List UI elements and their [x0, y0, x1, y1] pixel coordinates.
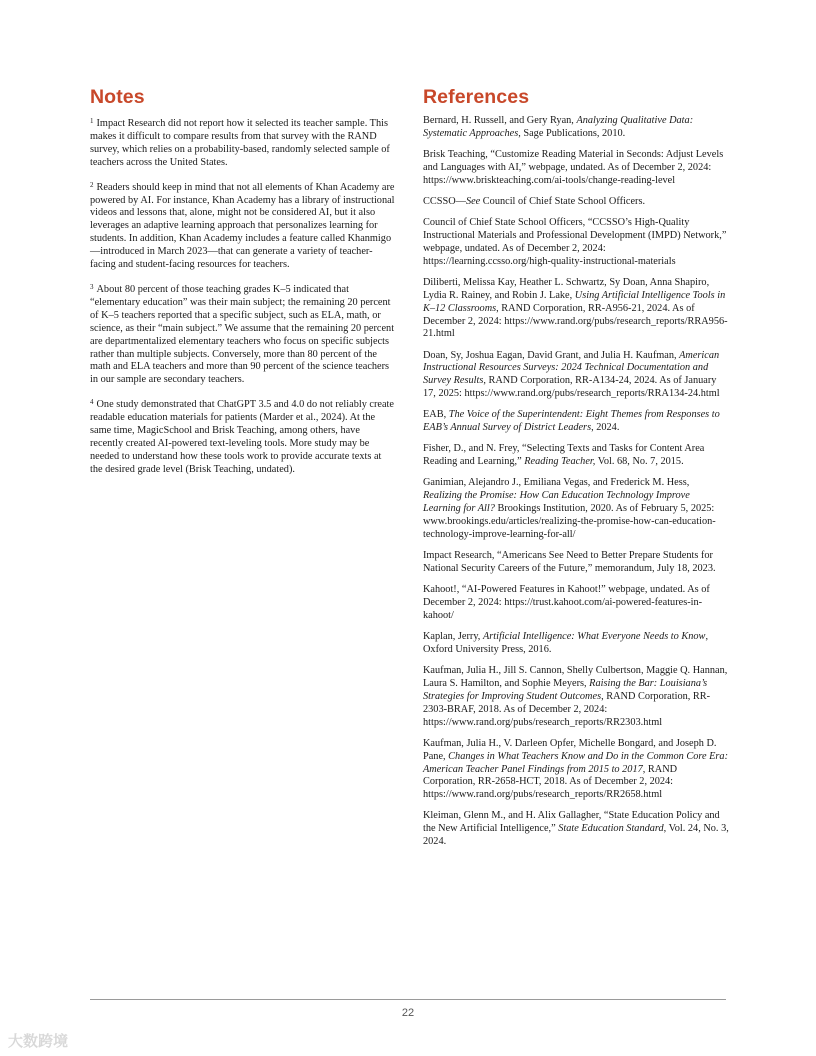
reference-title: American Instructional Resources Surveys: 2024 Technical Documentation and Survey Results [423, 349, 720, 387]
reference-text: Diliberti, Melissa Kay, Heather L. Schwartz, Sy Doan, Anna Shapiro, Lydia R. Rainey, and Robin J. Lake, [423, 276, 710, 301]
reference-item [423, 738, 729, 803]
reference-item [423, 810, 729, 849]
reference-text: , Vol. 24, No. 3, 2024. [423, 823, 729, 848]
note-item [90, 115, 395, 170]
reference-text: Kaufman, Julia H., Jill S. Cannon, Shelly Culbertson, Maggie Q. Hannan, Laura S. Hamilton, and Sophie Meyers, [423, 664, 728, 689]
reference-item [423, 196, 729, 209]
note-number: 1 [90, 117, 94, 125]
reference-title: Artificial Intelligence: What Everyone Needs to Know [482, 630, 706, 642]
reference-item [423, 477, 729, 542]
reference-title: The Voice of the Superintendent: Eight Themes from Responses to EAB’s Annual Survey of District Leaders [423, 409, 720, 434]
reference-item [423, 277, 729, 342]
reference-item [423, 550, 729, 576]
reference-text: Ganimian, Alejandro J., Emiliana Vegas, and Frederick M. Hess, [423, 477, 690, 489]
notes-column [90, 86, 395, 486]
reference-text: Kaufman, Julia H., V. Darleen Opfer, Michelle Bongard, and Joseph D. Pane, [423, 737, 717, 762]
watermark-logo: 大数跨境 [8, 1032, 69, 1050]
note-text: One study demonstrated that ChatGPT 3.5 and 4.0 do not reliably create readable education materials for patients (Marder et al., 2024). At the same time, MagicSchool and Brisk Teaching, among others, have recently created AI-powered text-leveling tools. More study may be needed to understand how these tools work to provide accurate texts at the desired grade level (Brisk Teaching, undated). [90, 399, 394, 475]
note-number: 4 [90, 398, 94, 407]
page-number: 22 [401, 1007, 415, 1019]
footer-divider [90, 999, 726, 1000]
reference-item [423, 665, 729, 730]
reference-text: Bernard, H. Russell, and Gery Ryan, [423, 115, 577, 126]
notes-heading: Notes [90, 86, 145, 108]
reference-text: Kleiman, Glenn M., and H. Alix Gallagher, “State Education Policy and the New Artificial Intelligence,” [423, 810, 720, 835]
note-text: Impact Research did not report how it selected its teacher sample. This makes it difficult to compare results from that survey with the RAND survey, which relies on a probability-based, randomly selected sample of teachers across the United States. [90, 118, 390, 168]
reference-item [423, 350, 729, 402]
reference-text: , RAND Corporation, RR-2658-HCT, 2018. As of December 2, 2024: https://www.rand.org/pubs/research_reports/RR2658.html [423, 763, 678, 801]
note-text: About 80 percent of those teaching grades K–5 indicated that “elementary education” was their main subject; the remaining 20 percent of K–5 teachers reported that a specific subject, such as ELA, math, or science, as their “main subject.” We assume that the remaining 20 percent are departmentalized elementary teachers who focus on specific subjects rather than multiple subjects. Conversely, more than 80 percent of the math and ELA teachers and more than 90 percent of the science teachers in our sample are secondary teachers. [90, 283, 395, 386]
reference-title: Using Artificial Intelligence Tools in K–12 Classrooms [423, 289, 726, 314]
reference-item [423, 443, 729, 469]
notes-list [90, 115, 395, 477]
reference-title: Raising the Bar: Louisiana’s Strategies for Improving Student Outcomes [423, 677, 708, 702]
reference-text: Fisher, D., and N. Frey, “Selecting Texts and Tasks for Content Area Reading and Learning,” [423, 443, 705, 468]
references-column [423, 86, 729, 857]
note-item [90, 396, 395, 476]
reference-item [423, 149, 729, 188]
reference-text: , 2024. [591, 422, 620, 434]
reference-text: , RAND Corporation, RR-2303-BRAF, 2018. As of December 2, 2024: https://www.rand.org/pubs/research_reports/RR2303.html [423, 690, 711, 728]
reference-text: , RAND Corporation, RR-A956-21, 2024. As of December 2, 2024: https://www.rand.org/pubs/research_reports/RRA956-21.html [423, 302, 728, 340]
reference-text: , Sage Publications, 2010. [518, 127, 626, 139]
references-list [423, 115, 729, 849]
reference-text: Kahoot!, “AI-Powered Features in Kahoot!” webpage, undated. As of December 2, 2024: https://trust.kahoot.com/ai-powered-features-in-kahoot/ [423, 584, 710, 621]
reference-text: , Oxford University Press, 2016. [423, 630, 709, 655]
reference-title: Realizing the Promise: How Can Education Technology Improve Learning for All? [423, 490, 690, 515]
reference-text: Impact Research, “Americans See Need to Better Prepare Students for National Security Careers of the Future,” memorandum, July 18, 2023. [423, 550, 716, 574]
reference-item [423, 631, 729, 657]
reference-text: Council of Chief State School Officers, “CCSSO’s High-Quality Instructional Materials and Professional Development (IMPD) Network,” webpage, undated. As of December 2, 2024: https://learning.ccsso.org/high-quality-instructional-materials [423, 217, 727, 267]
reference-text: CCSSO— [423, 195, 466, 207]
note-item [90, 281, 395, 387]
reference-title: State Education Standard [558, 823, 664, 835]
note-number: 2 [90, 180, 94, 189]
note-number: 3 [90, 282, 94, 291]
reference-text: EAB, [423, 409, 449, 421]
reference-text: Brookings Institution, 2020. As of February 5, 2025: www.brookings.edu/articles/realizing-the-promise-how-can-education-technology-improve-learning-for-all/ [423, 503, 716, 540]
reference-text: Vol. 68, No. 7, 2015. [595, 456, 684, 468]
reference-text: Doan, Sy, Joshua Eagan, David Grant, and Julia H. Kaufman, [423, 349, 680, 361]
reference-title: Changes in What Teachers Know and Do in the Common Core Era: American Teacher Panel Findings from 2015 to 2017 [423, 750, 728, 775]
reference-text: , RAND Corporation, RR-A134-24, 2024. As of January 17, 2025: https://www.rand.org/pubs/research_reports/RRA134-24.html [423, 375, 720, 400]
reference-title: See [465, 195, 481, 207]
note-text: Readers should keep in mind that not all elements of Khan Academy are powered by AI. For instance, Khan Academy has a library of instructional videos and lessons that, alone, might not be considered AI, but it also leverages an adaptive learning approach that personalizes learning for students. In addition, Khan Academy includes a feature called Khanmigo—introduced in March 2023—that can generate a variety of teacher-facing and student-facing resources for teachers. [90, 181, 395, 271]
reference-text: Council of Chief State School Officers. [480, 195, 646, 207]
reference-item [423, 584, 729, 623]
reference-item [423, 409, 729, 435]
note-item [90, 179, 395, 272]
reference-text: Kaplan, Jerry, [423, 630, 483, 642]
reference-text: Brisk Teaching, “Customize Reading Material in Seconds: Adjust Levels and Languages with AI,” webpage, undated. As of December 2, 2024: https://www.briskteaching.com/ai-tools/change-reading-level [423, 149, 724, 186]
reference-title: Analyzing Qualitative Data: Systematic Approaches [423, 115, 694, 139]
reference-title: Reading Teacher, [524, 456, 596, 468]
reference-item [423, 115, 729, 141]
references-heading: References [423, 86, 530, 108]
reference-item [423, 217, 729, 269]
